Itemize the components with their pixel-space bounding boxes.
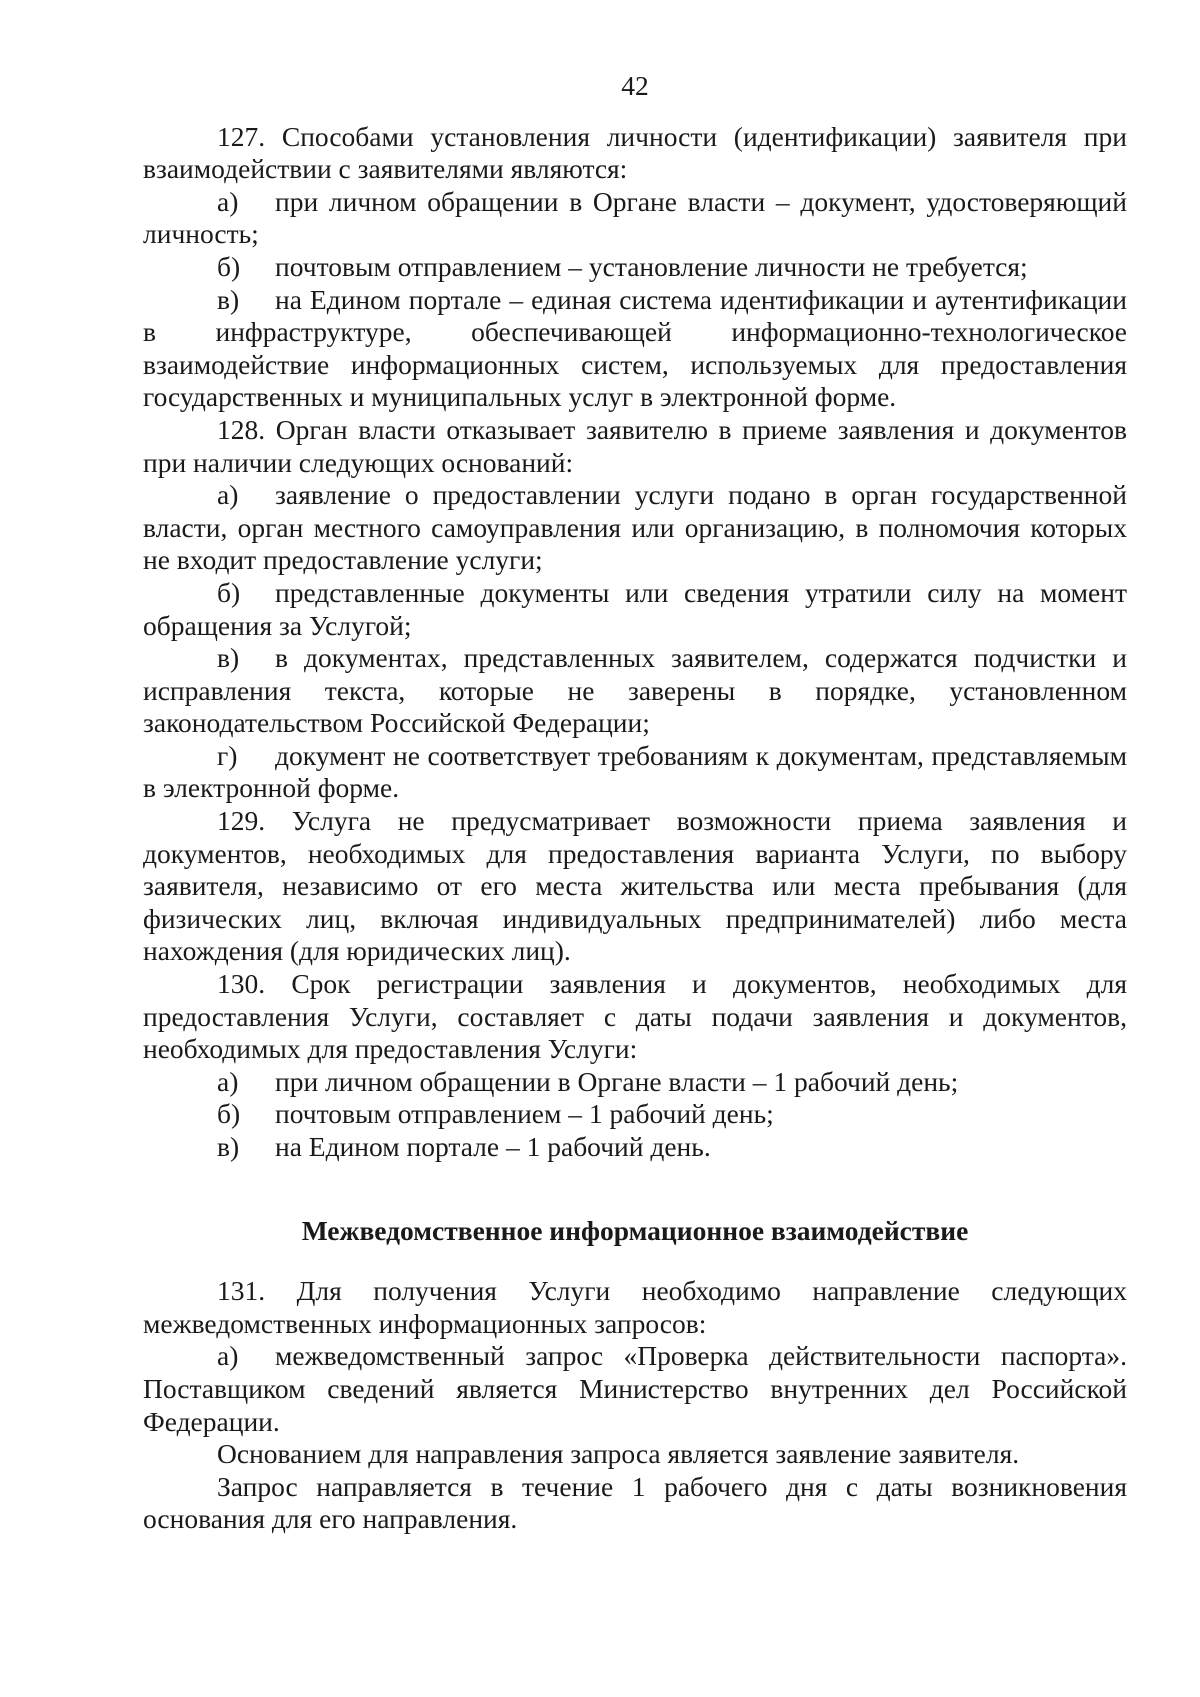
list-item — [143, 1098, 1127, 1131]
section-body-2 — [143, 1275, 1127, 1536]
list-marker: б) — [217, 1098, 241, 1130]
list-item — [143, 479, 1127, 577]
list-marker: а) — [217, 1065, 239, 1097]
section-body-1 — [143, 121, 1127, 1164]
list-item-text: межведомственный запрос «Проверка действительности паспорта». Поставщиком сведений является Министерство внутренних дел Российской Федерации. — [143, 1340, 1127, 1437]
list-marker: в) — [217, 642, 240, 674]
paragraph-basis: Основанием для направления запроса является заявление заявителя. — [217, 1438, 1020, 1470]
list-marker: а) — [217, 479, 239, 511]
list-item — [143, 740, 1127, 805]
list-marker: в) — [217, 1131, 240, 1162]
page-number: 42 — [621, 70, 649, 101]
list-marker: б) — [217, 576, 241, 608]
paragraph-129: 129. Услуга не предусматривает возможности приема заявления и документов, необходимых для предоставления варианта Услуги, по выбору заявителя, независимо от его места жительства или места пребывания (для физических лиц, включая индивидуальных предпринимателей) либо места нахождения (для юридических лиц). — [143, 805, 1127, 967]
list-item-text: при личном обращении в Органе власти – документ, удостоверяющий личность; — [143, 185, 1127, 250]
list-item — [143, 642, 1127, 740]
list-marker: б) — [217, 250, 241, 282]
list-item-text: документ не соответствует требованиям к документам, представляемым в электронной форме. — [143, 739, 1127, 804]
list-item — [143, 1340, 1127, 1438]
list-item-text: представленные документы или сведения утратили силу на момент обращения за Услугой; — [143, 576, 1127, 641]
list-marker: а) — [217, 1340, 239, 1372]
list-marker: г) — [217, 739, 238, 771]
section-heading: Межведомственное информационное взаимодействие — [301, 1214, 969, 1246]
paragraph-130: 130. Срок регистрации заявления и документов, необходимых для предоставления Услуги, составляет с даты подачи заявления и документов, необходимых для предоставления Услуги: — [143, 968, 1127, 1065]
list-item-text: заявление о предоставлении услуги подано в орган государственной власти, орган местного самоуправления или организацию, в полномочия которых не входит предоставление услуги; — [143, 479, 1127, 576]
list-item-text: почтовым отправлением – 1 рабочий день; — [275, 1098, 774, 1130]
list-item-text: почтовым отправлением – установление личности не требуется; — [275, 250, 1028, 282]
list-item-text: в документах, представленных заявителем, содержатся подчистки и исправления текста, которые не заверены в порядке, установленном законодательством Российской Федерации; — [143, 642, 1127, 739]
list-marker: в) — [217, 283, 240, 315]
list-item — [143, 251, 1127, 284]
list-item-text: на Едином портале – единая система идентификации и аутентификации в инфраструктуре, обеспечивающей информационно-технологическое взаимодействие информационных систем, используемых для предоставления государственных и муниципальных услуг в электронной форме. — [143, 283, 1127, 413]
list-item — [143, 284, 1127, 414]
list-marker: а) — [217, 185, 239, 217]
list-item — [143, 1066, 1127, 1099]
list-item-text: при личном обращении в Органе власти – 1 рабочий день; — [275, 1065, 959, 1097]
list-item — [143, 186, 1127, 251]
list-item — [143, 577, 1127, 642]
list-item — [143, 1131, 1127, 1164]
document-page — [143, 70, 1127, 1536]
list-item-text: на Едином портале – 1 рабочий день. — [275, 1131, 711, 1162]
paragraph-request-term: Запрос направляется в течение 1 рабочего дня с даты возникновения основания для его направления. — [143, 1470, 1127, 1535]
paragraph-131: 131. Для получения Услуги необходимо направление следующих межведомственных информационных запросов: — [143, 1275, 1127, 1339]
paragraph-128: 128. Орган власти отказывает заявителю в приеме заявления и документов при наличии следующих оснований: — [143, 413, 1127, 478]
paragraph-127: 127. Способами установления личности (идентификации) заявителя при взаимодействии с заявителями являются: — [143, 120, 1127, 185]
